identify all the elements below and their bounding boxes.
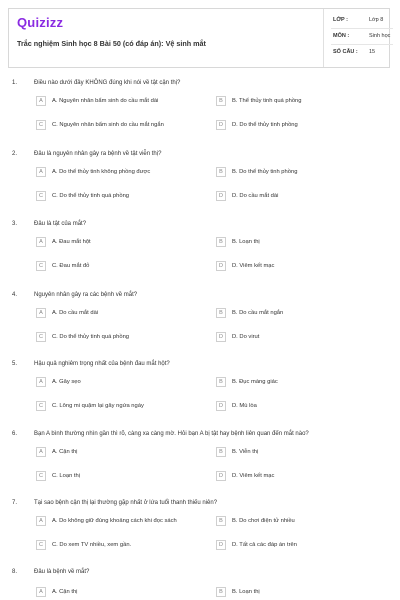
option-letter-box[interactable]: C [36, 191, 46, 201]
question-text: Đâu là bệnh về mắt? [34, 569, 90, 575]
option-text: B. Loạn thị [232, 238, 260, 245]
option-letter-box[interactable]: D [216, 540, 226, 550]
question-number: 5. [12, 361, 18, 367]
question-text: Hậu quả nghiêm trọng nhất của bệnh đau mắt hột? [34, 361, 170, 367]
option-text: B. Viễn thị [232, 448, 259, 455]
option-letter-box[interactable]: A [36, 167, 46, 177]
option-text: C. Lông mi quặm lại gây ngứa ngáy [52, 402, 144, 409]
option-letter-box[interactable]: D [216, 191, 226, 201]
question-number: 1. [12, 80, 18, 86]
option-text: B. Thể thủy tinh quá phồng [232, 97, 302, 104]
option-letter-box[interactable]: C [36, 332, 46, 342]
meta-count-value: 15 [369, 49, 376, 55]
question-text: Đâu là nguyên nhân gây ra bệnh về tật viễn thị? [34, 151, 162, 157]
option-text: D. Tất cả các đáp án trên [232, 541, 297, 548]
question-number: 4. [12, 292, 18, 298]
meta-class-value: Lớp 8 [369, 17, 384, 23]
meta-separator [331, 28, 393, 29]
option-text: D. Mù lòa [232, 402, 257, 409]
question-number: 2. [12, 151, 18, 157]
option-text: B. Do cầu mắt ngắn [232, 309, 284, 316]
option-letter-box[interactable]: B [216, 167, 226, 177]
option-letter-box[interactable]: D [216, 332, 226, 342]
option-text: D. Do virut [232, 333, 260, 340]
option-text: D. Viêm kết mạc [232, 472, 275, 479]
meta-count-label: SỐ CÂU : [333, 49, 358, 55]
option-text: C. Đau mắt đỏ [52, 262, 90, 269]
option-text: B. Loạn thị [232, 588, 260, 595]
option-text: D. Do cầu mắt dài [232, 192, 279, 199]
option-letter-box[interactable]: A [36, 587, 46, 597]
option-letter-box[interactable]: A [36, 96, 46, 106]
question-text: Bạn A bình thường nhìn gần thì rõ, càng xa càng mờ. Hỏi bạn A bị tật hay bệnh liên quan đến mắt nào? [34, 431, 309, 437]
option-letter-box[interactable]: A [36, 377, 46, 387]
question-text: Nguyên nhân gây ra các bệnh về mắt? [34, 292, 138, 298]
option-letter-box[interactable]: B [216, 587, 226, 597]
option-text: C. Do thể thủy tinh quá phồng [52, 333, 130, 340]
option-letter-box[interactable]: D [216, 471, 226, 481]
option-text: C. Do xem TV nhiều, xem gần. [52, 541, 132, 548]
option-text: B. Do thể thủy tinh phồng [232, 168, 298, 175]
option-text: C. Loạn thị [52, 472, 81, 479]
option-letter-box[interactable]: D [216, 120, 226, 130]
option-text: B. Do chơi điện tử nhiều [232, 517, 295, 524]
option-text: C. Do thể thủy tinh quá phồng [52, 192, 130, 199]
meta-separator [331, 44, 393, 45]
meta-subject-label: MÔN : [333, 33, 350, 39]
option-letter-box[interactable]: B [216, 377, 226, 387]
option-letter-box[interactable]: B [216, 96, 226, 106]
option-letter-box[interactable]: B [216, 516, 226, 526]
option-letter-box[interactable]: A [36, 447, 46, 457]
option-letter-box[interactable]: C [36, 540, 46, 550]
question-number: 6. [12, 431, 18, 437]
option-text: A. Do thể thủy tinh không phồng được [52, 168, 151, 175]
worksheet-title: Trắc nghiệm Sinh học 8 Bài 50 (có đáp án): Vệ sinh mắt [17, 39, 206, 48]
option-text: A. Do cầu mắt dài [52, 309, 99, 316]
option-letter-box[interactable]: D [216, 401, 226, 411]
option-text: C. Nguyên nhân bẩm sinh do cầu mắt ngắn [52, 121, 164, 128]
question-text: Tại sao bệnh cận thị lại thường gặp nhất ở lứa tuổi thanh thiếu niên? [34, 500, 218, 506]
question-number: 3. [12, 221, 18, 227]
option-text: A. Cận thị [52, 588, 78, 595]
option-letter-box[interactable]: A [36, 516, 46, 526]
question-text: Đâu là tật của mắt? [34, 221, 87, 227]
option-letter-box[interactable]: A [36, 237, 46, 247]
option-letter-box[interactable]: C [36, 120, 46, 130]
question-number: 7. [12, 500, 18, 506]
option-letter-box[interactable]: D [216, 261, 226, 271]
option-letter-box[interactable]: B [216, 237, 226, 247]
option-text: B. Đục màng giác [232, 378, 278, 385]
option-text: D. Viêm kết mạc [232, 262, 275, 269]
option-letter-box[interactable]: C [36, 261, 46, 271]
option-letter-box[interactable]: B [216, 447, 226, 457]
option-letter-box[interactable]: C [36, 471, 46, 481]
header-divider [323, 9, 324, 67]
option-text: A. Gây sẹo [52, 378, 81, 385]
meta-subject-value: Sinh học [369, 33, 391, 39]
quizizz-logo[interactable]: Quizizz [17, 15, 64, 30]
option-text: A. Cận thị [52, 448, 78, 455]
option-letter-box[interactable]: C [36, 401, 46, 411]
meta-class-label: LỚP : [333, 17, 348, 23]
option-text: A. Đau mắt hột [52, 238, 91, 245]
option-letter-box[interactable]: A [36, 308, 46, 318]
option-text: A. Do không giữ đúng khoảng cách khi đọc sách [52, 517, 177, 524]
option-text: D. Do thể thủy tinh phồng [232, 121, 298, 128]
option-letter-box[interactable]: B [216, 308, 226, 318]
option-text: A. Nguyên nhân bẩm sinh do cầu mắt dài [52, 97, 159, 104]
worksheet-header [8, 8, 390, 68]
question-number: 8. [12, 569, 18, 575]
question-text: Điều nào dưới đây KHÔNG đúng khi nói về tật cận thị? [34, 80, 181, 86]
